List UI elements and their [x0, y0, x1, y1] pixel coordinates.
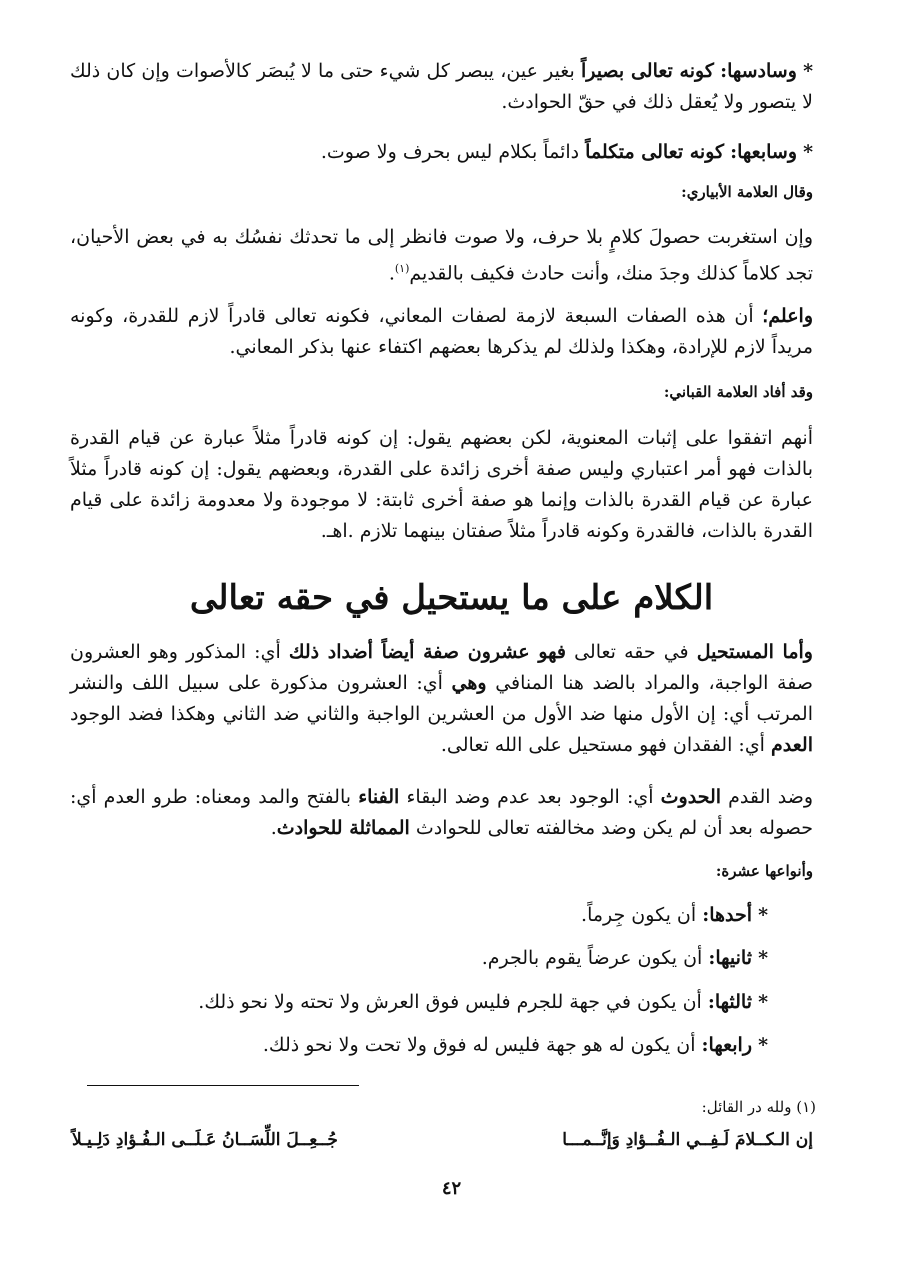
paragraph-text: أي: الفقدان فهو مستحيل على الله تعالى.	[440, 734, 765, 756]
paragraph-lead: وأما المستحيل	[696, 641, 813, 663]
list-item-text: أن يكون عرضاً يقوم بالجرم.	[481, 947, 703, 969]
footnote-intro: ولله در القائل:	[701, 1098, 792, 1116]
paragraph-text: أن هذه الصفات السبعة لازمة لصفات المعاني، فكونه تعالى قادراً لازم للقدرة، وكونه مريداً لازم للإرادة، وهكذا ولذلك لم يذكرها بعضهم اكتفاء عنها بذكر المعاني.	[70, 305, 813, 358]
paragraph-lead: وسادسها:	[720, 60, 797, 82]
paragraph-opposites	[70, 782, 813, 844]
bullet-star: *	[803, 60, 813, 82]
list-item	[482, 943, 768, 973]
paragraph-text: بالفتح والمد ومعناه: طرو العدم أي: حصوله بعد أن لم يكن وضد مخالفته تعالى للحوادث	[70, 786, 813, 839]
bold-phrase: فهو عشرون صفة أيضاً أضداد ذلك	[288, 641, 566, 663]
bold-phrase: الحدوث	[660, 786, 722, 808]
bold-phrase: المماثلة للحوادث	[276, 817, 410, 839]
paragraph-sixth-attribute	[70, 56, 813, 118]
paragraph-end: .	[388, 262, 395, 285]
bold-phrase: كونه تعالى بصيراً	[580, 60, 714, 82]
bullet-star: *	[758, 947, 768, 969]
list-item-label: أحدها:	[702, 904, 753, 926]
section-heading-qabbani: وقد أفاد العلامة القباني:	[663, 383, 813, 401]
bold-phrase: العدم	[771, 734, 813, 756]
footnote-divider	[87, 1085, 359, 1086]
paragraph-lead: واعلم؛	[762, 305, 814, 327]
paragraph-text: أي: المذكور وهو العشرون صفة الواجبة، والمراد بالضد هنا المنافي	[70, 641, 813, 694]
footnote-ref: (١)	[394, 262, 410, 275]
paragraph-know	[70, 301, 813, 363]
paragraph-text: وإن استغربت حصولَ كلامٍ بلا حرف، ولا صوت فانظر إلى ما تحدثك نفسُك به في بعض الأحيان، تجد كلاماً كذلك وجدَ منك، وأنت حادث فكيف بالقديم	[70, 226, 813, 285]
bold-phrase: وهي	[451, 672, 487, 694]
paragraph-text: بغير عين، يبصر كل شيء حتى ما لا يُبصَر كالأصوات وإن كان ذلك لا يتصور ولا يُعقل ذلك في حقّ الحوادث.	[70, 60, 813, 113]
paragraph-impossible	[70, 637, 813, 761]
paragraph-qabbani-quote	[70, 423, 813, 547]
paragraph-text: أي: العشرون مذكورة على سبيل اللف والنشر المرتب أي: إن الأول منها ضد الأول من العشرين الواجبة والثاني ضد الثاني وهكذا فضد الوجود	[70, 672, 813, 725]
bullet-star: *	[758, 991, 768, 1013]
list-item-label: ثالثها:	[707, 991, 753, 1013]
list-item	[198, 987, 768, 1017]
list-item-label: ثانيها:	[708, 947, 753, 969]
bullet-star: *	[758, 904, 768, 926]
paragraph-text: وضد القدم	[728, 786, 814, 808]
footnote	[702, 1098, 816, 1116]
list-item	[581, 900, 768, 930]
verse-hemistich-right: إن الـكــلامَ لَـفِــي الـفُــؤادِ وَإنَّــمـــا	[562, 1130, 813, 1150]
bullet-star: *	[803, 141, 813, 163]
paragraph-text: أي: الوجود بعد عدم وضد البقاء	[406, 786, 654, 808]
list-item	[263, 1030, 768, 1060]
paragraph-text: أنهم اتفقوا على إثبات المعنوية، لكن بعضهم يقول: إن كونه قادراً مثلاً عبارة عن قيام القدرة بالذات فهو أمر اعتباري وليس صفة أخرى زائدة على القدرة، وبعضهم يقول: إن كونه قادراً مثلاً عبارة عن قيام القدرة بالذات وإنما هو صفة أخرى ثابتة: لا موجودة ولا معدومة زائدة على قيام القدرة بالذات، فالقدرة وكونه قادراً مثلاً صفتان بينهما تلازم .اهـ.	[70, 427, 814, 542]
footnote-number: (١)	[796, 1098, 816, 1116]
paragraph-seventh-attribute	[70, 137, 813, 168]
bold-phrase: الفناء	[358, 786, 400, 808]
bold-phrase: كونه تعالى متكلماً	[585, 141, 725, 163]
section-heading-types: وأنواعها عشرة:	[715, 862, 813, 880]
page-number: ٤٢	[441, 1178, 462, 1199]
paragraph-end: .	[270, 817, 277, 839]
bullet-star: *	[758, 1034, 768, 1056]
paragraph-lead: وسابعها:	[730, 141, 798, 163]
paragraph-abyari-quote	[70, 222, 813, 289]
verse-hemistich-left: جُــعِــلَ اللِّسَــانُ عَـلَــى الـفُـؤادِ دَلِـيـلاً	[72, 1130, 338, 1150]
paragraph-text: دائماً بكلام ليس بحرف ولا صوت.	[320, 141, 580, 163]
list-item-text: أن يكون له هو جهة فليس له فوق ولا تحت ولا نحو ذلك.	[262, 1034, 696, 1056]
list-item-text: أن يكون جِرماً.	[581, 904, 697, 926]
paragraph-text: في حقه تعالى	[574, 641, 689, 663]
list-item-label: رابعها:	[701, 1034, 753, 1056]
section-heading-abyari: وقال العلامة الأبياري:	[681, 183, 813, 201]
section-title: الكلام على ما يستحيل في حقه تعالى	[189, 578, 714, 618]
list-item-text: أن يكون في جهة للجرم فليس فوق العرش ولا تحته ولا نحو ذلك.	[198, 991, 702, 1013]
